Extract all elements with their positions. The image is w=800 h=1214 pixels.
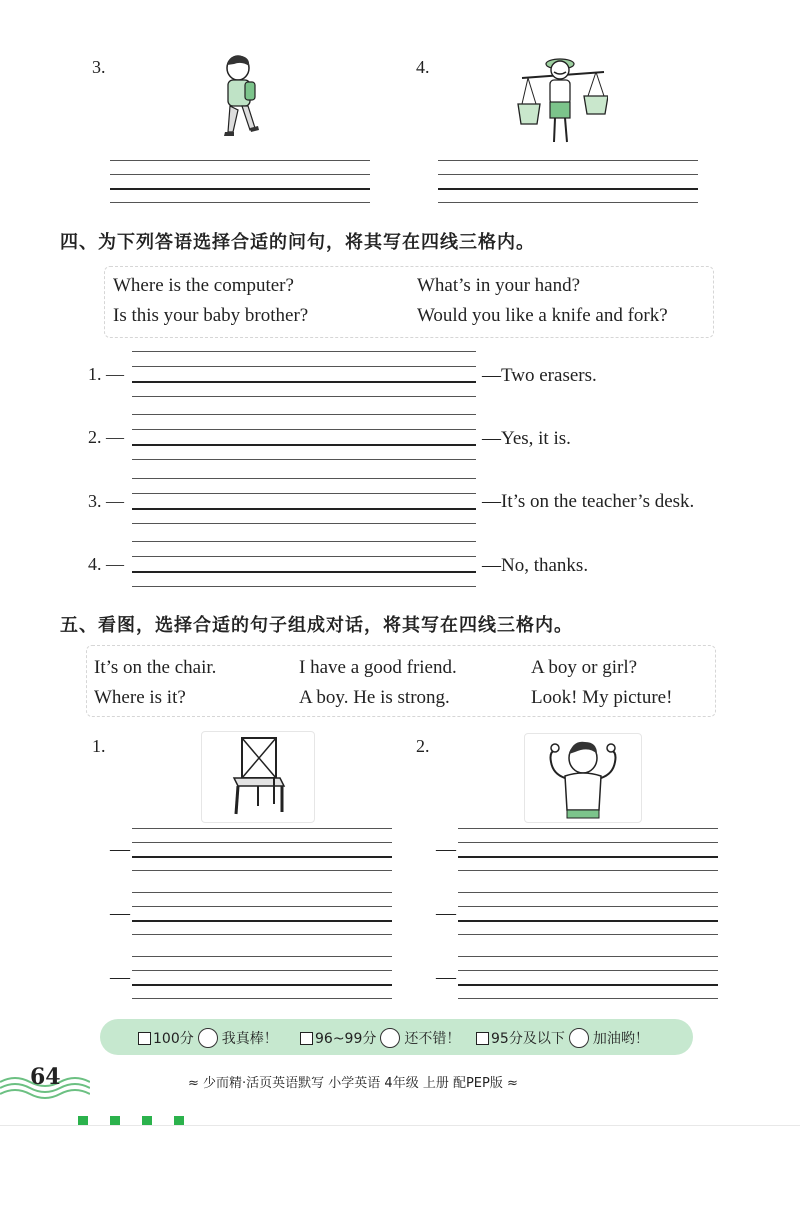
picture-item-2: 2. (416, 736, 430, 756)
option-boy-or-girl: A boy or girl? (531, 657, 638, 678)
row-number-1: 1. — (88, 364, 124, 384)
option-baby-brother: Is this your baby brother? (113, 305, 309, 326)
row-number-3: 3. — (88, 491, 124, 511)
page-number: 64 (30, 1064, 61, 1090)
option-boy-strong: A boy. He is strong. (299, 687, 450, 708)
score-option-96-99[interactable] (300, 1028, 460, 1048)
score-banner (100, 1019, 693, 1055)
dialog-dash-right-2: — (436, 902, 456, 924)
option-whats-in-your-hand: What’s in your hand? (417, 275, 581, 296)
chair-illustration (202, 732, 314, 822)
option-where-is-computer: Where is the computer? (113, 275, 294, 296)
writing-lines-picture2-2[interactable] (458, 892, 718, 936)
dialog-dash-left-1: — (110, 838, 130, 860)
farmer-carrying-baskets-illustration (516, 52, 608, 152)
strong-boy-illustration (525, 734, 641, 822)
option-my-picture: Look! My picture! (531, 687, 673, 708)
writing-lines-row-4[interactable] (132, 541, 476, 587)
writing-lines-picture2-1[interactable] (458, 828, 718, 872)
writing-lines-row-1[interactable] (132, 351, 476, 397)
option-where-is-it: Where is it? (94, 687, 186, 708)
answer-row-1: —Two erasers. (482, 365, 597, 386)
dialog-dash-left-2: — (110, 902, 130, 924)
footer-book-title: ≈ 少而精·活页英语默写 小学英语 4年级 上册 配PEP版 ≈ (188, 1076, 518, 1091)
score-label-100: 100分 (153, 1031, 194, 1047)
score-option-100[interactable] (138, 1028, 278, 1048)
writing-lines-picture1-2[interactable] (132, 892, 392, 936)
answer-row-4: —No, thanks. (482, 555, 589, 576)
chair-picture-frame (201, 731, 315, 823)
cheer-face-icon (569, 1028, 589, 1048)
checkbox-100[interactable] (138, 1032, 151, 1045)
walking-boy-illustration (212, 52, 268, 148)
score-label-96-99: 96~99分 (315, 1031, 377, 1047)
option-knife-and-fork: Would you like a knife and fork? (417, 305, 668, 326)
item-number-3: 3. (92, 57, 106, 77)
section-4-heading: 四、为下列答语选择合适的问句，将其写在四线三格内。 (60, 232, 535, 253)
option-good-friend: I have a good friend. (299, 657, 457, 678)
option-on-the-chair: It’s on the chair. (94, 657, 217, 678)
picture-item-1: 1. (92, 736, 106, 756)
score-praise-100: 我真棒！ (221, 1031, 278, 1047)
score-option-95-below[interactable] (476, 1028, 649, 1048)
item-number-4: 4. (416, 57, 430, 77)
smile-face-icon (380, 1028, 400, 1048)
happy-face-icon (198, 1028, 218, 1048)
section-5-heading: 五、看图，选择合适的句子组成对话，将其写在四线三格内。 (60, 615, 573, 636)
row-number-2: 2. — (88, 427, 124, 447)
writing-lines-picture1-3[interactable] (132, 956, 392, 1000)
dialog-dash-right-1: — (436, 838, 456, 860)
dialog-dash-left-3: — (110, 966, 130, 988)
answer-row-2: —Yes, it is. (482, 428, 571, 449)
score-praise-95-below: 加油哟！ (592, 1031, 649, 1047)
strong-boy-picture-frame (524, 733, 642, 823)
writing-lines-picture2-3[interactable] (458, 956, 718, 1000)
checkbox-95-below[interactable] (476, 1032, 489, 1045)
writing-lines-row-2[interactable] (132, 414, 476, 460)
checkbox-96-99[interactable] (300, 1032, 313, 1045)
writing-lines-item-3[interactable] (110, 160, 370, 204)
dialog-dash-right-3: — (436, 966, 456, 988)
row-number-4: 4. — (88, 554, 124, 574)
writing-lines-picture1-1[interactable] (132, 828, 392, 872)
score-label-95-below: 95分及以下 (491, 1031, 565, 1047)
writing-lines-row-3[interactable] (132, 478, 476, 524)
bottom-divider (0, 1125, 800, 1126)
score-praise-96-99: 还不错！ (404, 1031, 461, 1047)
answer-row-3: —It’s on the teacher’s desk. (482, 491, 695, 512)
writing-lines-item-4[interactable] (438, 160, 698, 204)
